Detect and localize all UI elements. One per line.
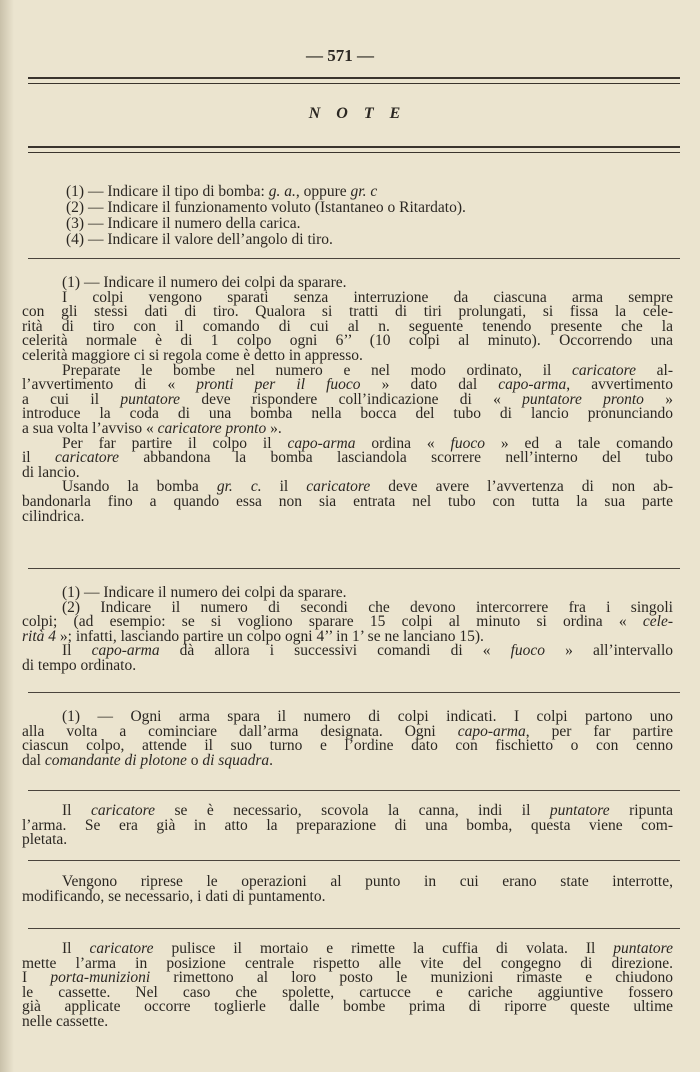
text-line — [22, 184, 673, 200]
text-segment: Usando la bomba — [62, 478, 217, 496]
text-segment: mette l’arma in posizione centrale rispetto alle vite del congegno di direzione. — [22, 954, 673, 972]
text-segment: (2) Indicare il numero di secondi che devono intercorrere fra i singoli — [62, 598, 673, 616]
text-segment: I colpi vengono sparati senza interruzione da ciascuna arma sempre — [62, 288, 673, 306]
text-segment: ordina « — [355, 434, 451, 452]
text-segment: celerità normale è di 1 colpo ogni 6’’ (10 colpi al minuto). Occorrendo una — [22, 332, 673, 350]
text-segment: » ed a tale comando — [484, 434, 673, 452]
text-segment: (1) — Indicare il numero dei colpi da sparare. — [62, 584, 347, 601]
text-segment: Per far partire il colpo il — [62, 434, 288, 452]
text-segment: cilindrica. — [22, 507, 85, 525]
italic-term: capo-arma — [498, 376, 567, 394]
note-section-caricatore — [22, 804, 673, 848]
text-segment: (1) — Ogni arma spara il numero di colpi indicati. I colpi partono uno — [62, 708, 673, 725]
italic-term: caricatore pronto — [157, 419, 267, 437]
text-line — [22, 1012, 673, 1030]
text-segment: ripunta — [609, 802, 674, 819]
note-section-colpi — [22, 276, 673, 524]
note-section-pulizia — [22, 942, 673, 1030]
text-segment: a sua volta l’avviso « — [22, 419, 158, 437]
note-section-celerita — [22, 586, 673, 674]
text-segment: celerità maggiore ci si regola come è detto in appresso. — [22, 346, 363, 364]
text-segment: pletata. — [22, 831, 68, 849]
italic-term: puntatore — [549, 802, 610, 819]
text-segment: a cui il — [22, 390, 121, 408]
text-segment: deve avere l’avvertenza di non ab- — [370, 478, 673, 496]
italic-term: capo-arma — [287, 434, 356, 452]
italic-term: comandante di plotone — [44, 751, 187, 769]
text-segment: se è necessario, scovola la canna, indi il — [154, 802, 550, 819]
italic-term: cele- — [642, 613, 673, 631]
text-line — [22, 751, 673, 769]
text-line — [22, 232, 673, 248]
italic-term: caricatore — [306, 478, 371, 496]
italic-term: caricatore — [89, 940, 154, 957]
text-segment: Vengono riprese le operazioni al punto in cui erano state interrotte, — [62, 873, 673, 890]
double-rule-top — [28, 77, 680, 84]
text-segment: con gli stessi dati di tiro. Qualora si tratti di tiri prolungati, si fissa la cele- — [22, 303, 673, 321]
text-segment: dà allora i successivi comandi di « — [159, 642, 511, 660]
text-segment: di lancio. — [22, 463, 80, 481]
italic-term: di squadra — [202, 751, 270, 769]
text-line — [22, 451, 673, 466]
text-segment: » dato dal — [360, 376, 499, 394]
double-rule-title — [28, 146, 680, 153]
italic-term: puntatore pronto — [522, 390, 644, 408]
divider — [28, 790, 680, 791]
note-section-riprese — [22, 875, 673, 904]
italic-term: fuoco — [510, 642, 546, 660]
text-segment: dal — [22, 751, 45, 769]
text-segment: abbandona la bomba lasciandola scorrere nell’interno del tubo — [119, 449, 673, 467]
text-line — [22, 833, 673, 848]
text-segment: il — [261, 478, 307, 496]
divider — [28, 692, 680, 693]
text-segment: (1) — Indicare il tipo di bomba: — [66, 183, 269, 200]
divider — [28, 258, 680, 259]
italic-term: fuoco — [450, 434, 485, 452]
divider — [28, 860, 680, 861]
text-segment: nelle cassette. — [22, 1012, 109, 1030]
text-line — [22, 816, 673, 834]
text-line — [22, 656, 673, 674]
text-segment: Il — [62, 642, 92, 660]
text-segment: introduce la coda di una bomba nella bocca del tubo di lancio pronunciando — [22, 405, 673, 423]
text-segment: le cassette. Nel caso che spolette, cartucce e cariche aggiuntive fossero — [22, 983, 673, 1001]
text-segment: già applicate occorre toglierle dalle bombe prima di riporre queste ultime — [22, 998, 673, 1016]
italic-term: g. a. — [268, 183, 296, 200]
text-segment: modificando, se necessario, i dati di puntamento. — [22, 887, 326, 905]
text-segment: Preparate le bombe nel numero e nel modo ordinato, il — [62, 361, 572, 379]
italic-term: caricatore — [55, 449, 119, 467]
text-segment: o — [186, 751, 203, 769]
text-segment: I — [22, 969, 51, 987]
text-segment: colpi; (ad esempio: se si vogliono sparare 15 colpi al minuto si ordina « — [22, 613, 643, 631]
italic-term: rità 4 — [22, 627, 57, 645]
divider — [28, 568, 680, 569]
text-segment: Il — [62, 802, 91, 819]
text-segment: (4) — Indicare il valore dell’angolo di tiro. — [66, 231, 333, 248]
text-segment: , avvertimento — [566, 376, 673, 394]
text-segment: » — [643, 390, 673, 408]
text-segment: pulisce il mortaio e rimette la cuffia di volata. Il — [153, 940, 614, 957]
text-segment: , oppure — [295, 183, 351, 200]
text-segment: alla volta a cominciare dall’arma designata. Ogni — [22, 722, 458, 740]
text-segment: deve rispondere coll’indicazione di « — [180, 390, 523, 408]
text-segment: rimettono al loro posto le munizioni rimaste e chiudono — [150, 969, 673, 987]
text-segment: Il — [62, 940, 90, 957]
text-segment: »; infatti, lasciando partire un colpo ogni 4’’ in 1’ se ne lanciano 15). — [56, 627, 484, 645]
text-segment: , per far partire — [525, 722, 673, 740]
text-segment: » all’intervallo — [545, 642, 673, 660]
italic-term: puntatore — [120, 390, 181, 408]
text-segment: l’avvertimento di « — [22, 376, 197, 394]
text-line — [22, 887, 673, 905]
italic-term: gr. c — [350, 183, 378, 200]
text-segment: al- — [635, 361, 673, 379]
italic-term: pronti per il fuoco — [196, 376, 361, 394]
text-line — [22, 1000, 673, 1015]
italic-term: porta-munizioni — [50, 969, 151, 987]
page-gutter-shadow — [0, 0, 14, 1072]
text-line — [22, 492, 673, 510]
text-line — [22, 507, 673, 525]
page-title: N O T E — [308, 105, 407, 122]
text-segment: di tempo ordinato. — [22, 656, 137, 674]
italic-term: caricatore — [90, 802, 155, 819]
text-segment: . — [269, 751, 273, 769]
text-segment: ciascun colpo, attende il suo turno e l’ordine dato con fischietto o con cenno — [22, 737, 673, 755]
italic-term: puntatore — [613, 940, 673, 957]
page-number: — 571 — — [306, 46, 374, 65]
text-segment: il — [22, 449, 55, 467]
italic-term: gr. c. — [216, 478, 262, 496]
text-line — [22, 216, 673, 232]
text-segment: (3) — Indicare il numero della carica. — [66, 215, 301, 232]
text-line — [22, 200, 673, 216]
italic-term: capo-arma — [457, 722, 526, 740]
italic-term: caricatore — [571, 361, 636, 379]
text-segment: (1) — Indicare il numero dei colpi da sparare. — [62, 274, 347, 291]
notes-list — [22, 184, 673, 248]
text-segment: rità di tiro con il comando di cui al n. seguente tenendo presente che la — [22, 317, 673, 335]
divider — [28, 928, 680, 929]
italic-term: capo-arma — [91, 642, 160, 660]
note-section-ogni-arma — [22, 710, 673, 768]
text-segment: (2) — Indicare il funzionamento voluto (Istantaneo o Ritardato). — [66, 199, 466, 216]
text-segment: bandonarla fino a quando essa non sia entrata nel tubo con tutta la sua parte — [22, 492, 673, 510]
text-segment: ». — [266, 419, 282, 437]
text-segment: l’arma. Se era già in atto la preparazione di una bomba, questa viene com- — [22, 816, 673, 834]
